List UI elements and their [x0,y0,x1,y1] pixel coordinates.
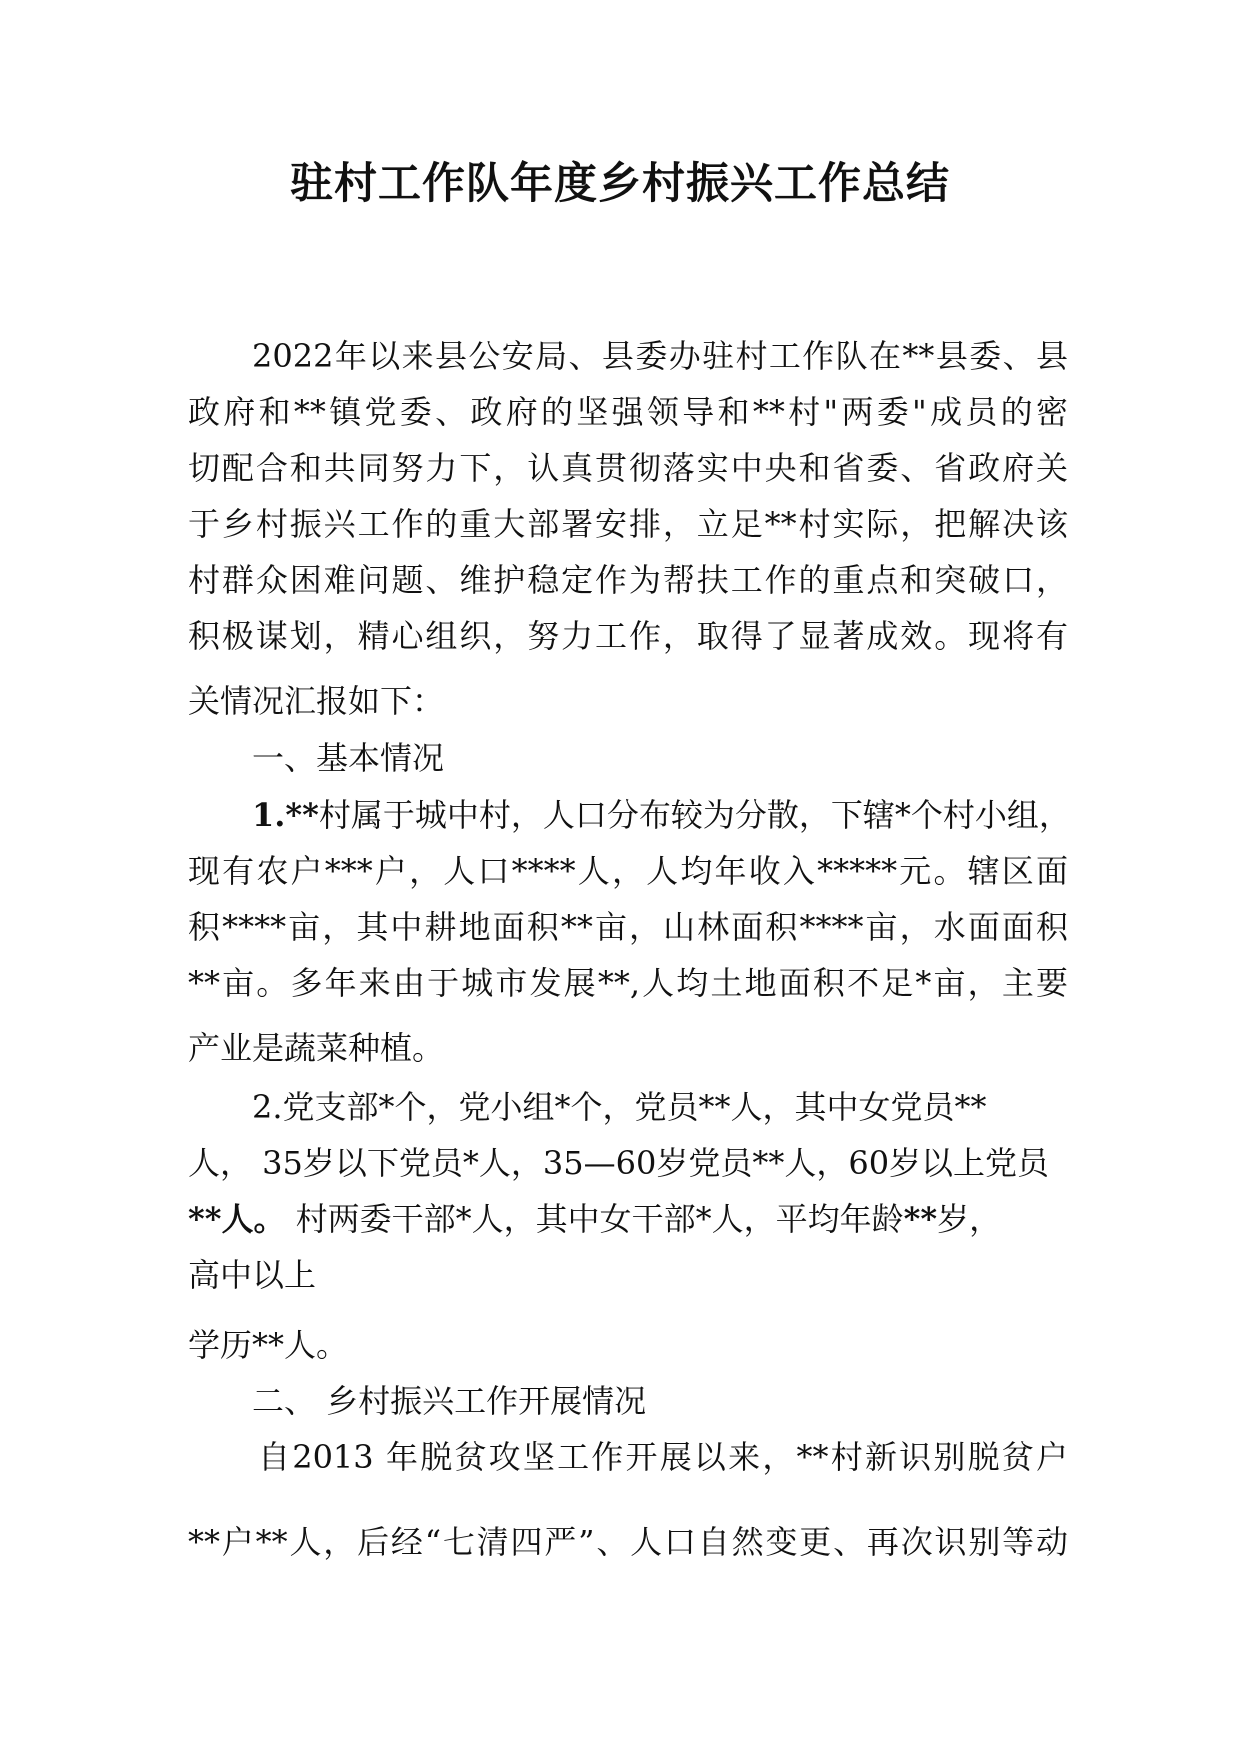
paragraph-line: **亩。多年来由于城市发展**,人均土地面积不足*亩，主要 [188,964,1068,1002]
section-heading: 二、 乡村振兴工作开展情况 [252,1382,647,1420]
paragraph-line: **户**人，后经“七清四严”、人口自然变更、再次识别等动 [188,1523,1068,1561]
paragraph-line: 关情况汇报如下： [188,682,445,720]
paragraph-line [188,1199,1068,1239]
paragraph-line: 2.党支部*个，党小组*个，党员**人，其中女党员** [252,1088,987,1126]
masked-text: ** [903,1200,938,1238]
paragraph-text: 村两委干部*人，其中女干部*人，平均年龄 [285,1200,904,1238]
paragraph-line: 人， 35岁以下党员*人，35—60岁党员**人，60岁以上党员 [188,1144,1050,1182]
paragraph-line: 村群众困难问题、维护稳定作为帮扶工作的重点和突破口， [188,561,1068,599]
paragraph-line: 积****亩，其中耕地面积**亩，山林面积****亩，水面面积 [188,908,1068,946]
paragraph-line [252,795,1071,835]
paragraph-line: 自2013 年脱贫攻坚工作开展以来，**村新识别脱贫户 [258,1438,1068,1476]
paragraph-line: 于乡村振兴工作的重大部署安排，立足**村实际，把解决该 [188,505,1068,543]
paragraph-line: 现有农户***户，人口****人，人均年收入*****元。辖区面 [188,852,1068,890]
paragraph-line: 切配合和共同努力下，认真贯彻落实中央和省委、省政府关 [188,449,1068,487]
section-heading: 一、基本情况 [252,739,445,777]
paragraph-line: 产业是蔬菜种植。 [188,1029,445,1067]
masked-text: ** [285,796,319,834]
paragraph-line: 学历**人。 [188,1326,349,1364]
paragraph-line: 政府和**镇党委、政府的坚强领导和**村"两委"成员的密 [188,393,1068,431]
item-number: 1. [252,796,286,834]
paragraph-line: 积极谋划，精心组织，努力工作，取得了显著成效。现将有 [188,617,1068,655]
paragraph-line: 高中以上 [188,1256,317,1294]
masked-text: **人。 [188,1200,286,1238]
paragraph-line: 2022年以来县公安局、县委办驻村工作队在**县委、县 [252,337,1068,375]
page-title: 驻村工作队年度乡村振兴工作总结 [290,159,950,209]
paragraph-text: 村属于城中村，人口分布较为分散，下辖*个村小组， [318,796,1071,834]
paragraph-text: 岁， [937,1200,1002,1238]
